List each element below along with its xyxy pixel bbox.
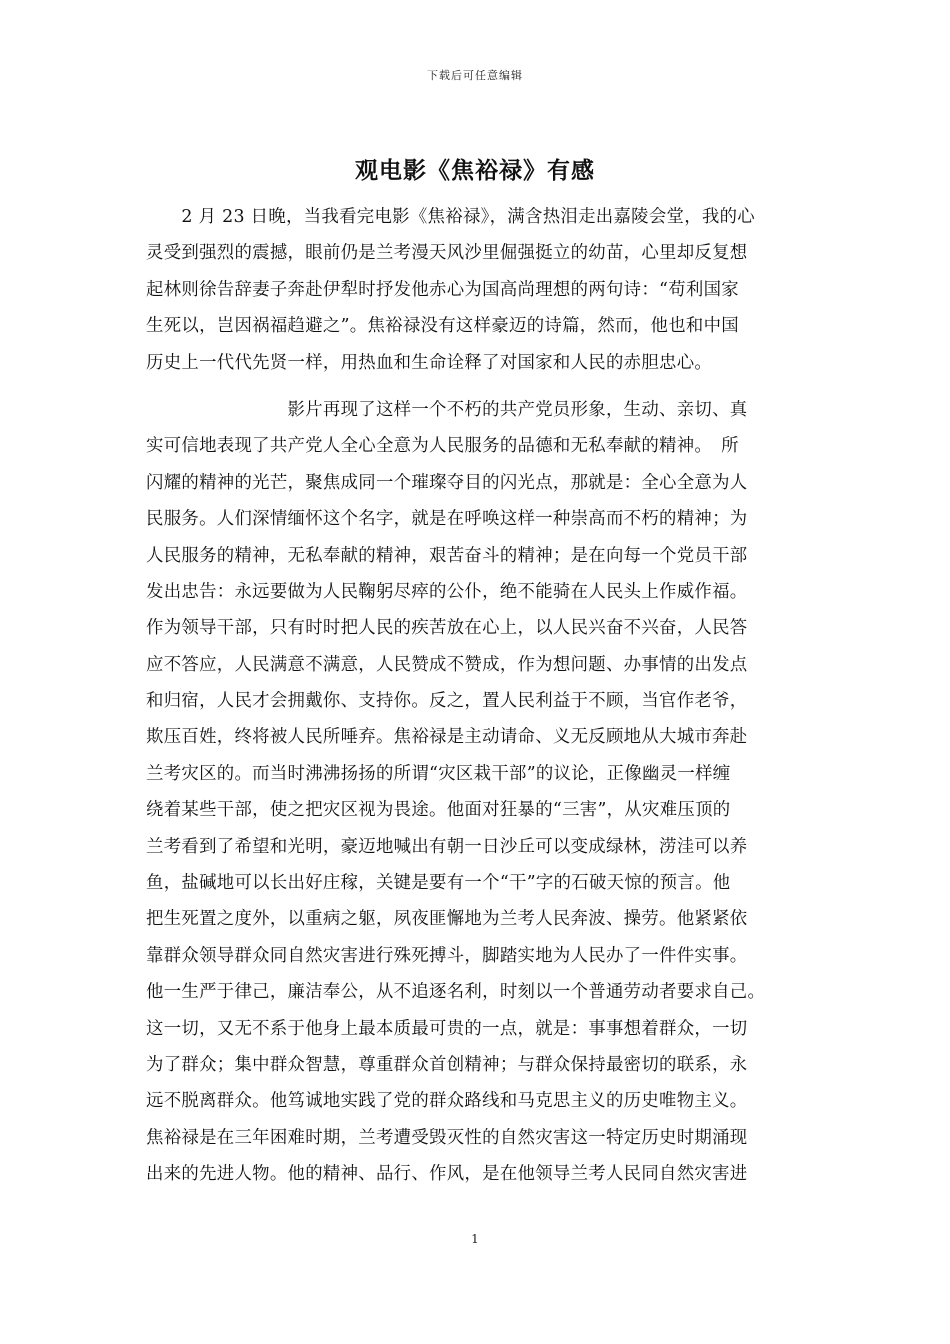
body-line: 灵受到强烈的震撼，眼前仍是兰考漫天风沙里倔强挺立的幼苗，心里却反复想: [146, 243, 748, 264]
body-line: 历史上一代代先贤一样，用热血和生命诠释了对国家和人民的赤胆忠心。: [146, 352, 713, 373]
body-line: 他一生严于律己，廉洁奉公，从不追逐名利，时刻以一个普通劳动者要求自己。: [146, 982, 766, 1003]
body-line: 人民服务的精神，无私奉献的精神，艰苦奋斗的精神；是在向每一个党员干部: [146, 545, 748, 566]
body-line: 焦裕禄是在三年困难时期，兰考遭受毁灭性的自然灾害这一特定历史时期涌现: [146, 1127, 748, 1148]
body-line: 这一切，又无不系于他身上最本质最可贵的一点，就是：事事想着群众，一切: [146, 1018, 748, 1039]
body-line: 生死以，岂因祸福趋避之”。焦裕禄没有这样豪迈的诗篇，然而，他也和中国: [146, 316, 739, 337]
document-title: 观电影《焦裕禄》有感: [355, 157, 595, 184]
body-line: 影片再现了这样一个不朽的共产党员形象，生动、亲切、真: [146, 399, 748, 420]
body-line: 鱼，盐碱地可以长出好庄稼，关键是要有一个“干”字的石破天惊的预言。他: [146, 873, 731, 894]
body-line: 为了群众；集中群众智慧，尊重群众首创精神；与群众保持最密切的联系，永: [146, 1054, 748, 1075]
body-line: 把生死置之度外，以重病之躯，夙夜匪懈地为兰考人民奔波、操劳。他紧紧依: [146, 909, 748, 930]
body-line: 绕着某些干部，使之把灾区视为畏途。他面对狂暴的“三害”，从灾难压顶的: [146, 800, 731, 821]
body-line: 远不脱离群众。他笃诚地实践了党的群众路线和马克思主义的历史唯物主义。: [146, 1091, 748, 1112]
body-line: 欺压百姓，终将被人民所唾弃。焦裕禄是主动请命、义无反顾地从大城市奔赴: [146, 727, 748, 748]
document-body: [146, 199, 810, 1193]
body-line: 起林则徐告辞妻子奔赴伊犁时抒发他赤心为国高尚理想的两句诗：“苟利国家: [146, 279, 739, 300]
body-line: 发出忠告：永远要做为人民鞠躬尽瘁的公仆，绝不能骑在人民头上作威作福。: [146, 581, 748, 602]
body-line: 兰考看到了希望和光明，豪迈地喊出有朝一日沙丘可以变成绿林，涝洼可以养: [146, 836, 748, 857]
body-line: 出来的先进人物。他的精神、品行、作风，是在他领导兰考人民同自然灾害进: [146, 1164, 748, 1185]
body-line: 作为领导干部，只有时时把人民的疾苦放在心上，以人民兴奋不兴奋，人民答: [146, 618, 748, 639]
body-line: 应不答应，人民满意不满意，人民赞成不赞成，作为想问题、办事情的出发点: [146, 654, 748, 675]
body-line: 闪耀的精神的光芒，聚焦成同一个璀璨夺目的闪光点，那就是：全心全意为人: [146, 472, 748, 493]
body-line: 2 月 23 日晚，当我看完电影《焦裕禄》，满含热泪走出嘉陵会堂，我的心: [146, 207, 755, 227]
body-line: 兰考灾区的。而当时沸沸扬扬的所谓“灾区栽干部”的议论，正像幽灵一样缠: [146, 763, 731, 784]
body-line: 民服务。人们深情缅怀这个名字，就是在呼唤这样一种崇高而不朽的精神；为: [146, 509, 748, 530]
page-header-note: 下载后可任意编辑: [427, 69, 523, 82]
body-line: 靠群众领导群众同自然灾害进行殊死搏斗，脚踏实地为人民办了一件件实事。: [146, 945, 748, 966]
body-line: 实可信地表现了共产党人全心全意为人民服务的品德和无私奉献的精神。 所: [146, 436, 739, 457]
body-line: 和归宿，人民才会拥戴你、支持你。反之，置人民利益于不顾，当官作老爷，: [146, 691, 748, 712]
page-number: 1: [471, 1232, 479, 1246]
